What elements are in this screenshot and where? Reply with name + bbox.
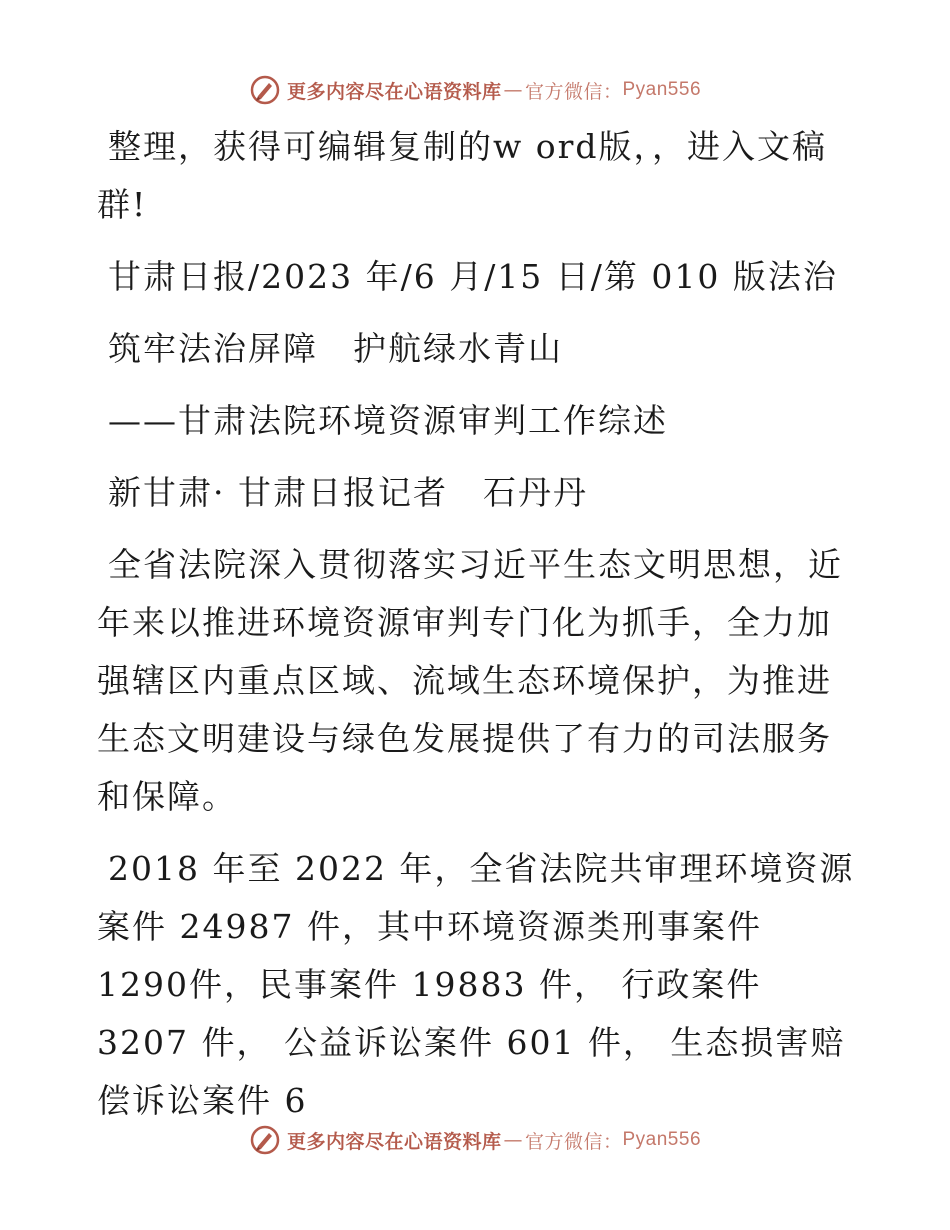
pen-logo-icon	[249, 74, 281, 106]
pen-logo-icon	[249, 1124, 281, 1156]
banner-dash: —	[503, 79, 523, 101]
article-subtitle: ——甘肃法院环境资源审判工作综述	[108, 401, 668, 440]
intro-paragraph: 整理，获得可编辑复制的w ord版，，进入文稿群!	[97, 127, 828, 224]
byline: 新甘肃· 甘肃日报记者 石丹丹	[108, 473, 588, 512]
banner-wechat-label: 官方微信：	[524, 80, 623, 103]
banner-brand: 更多内容尽在心语资料库	[286, 80, 502, 103]
article-title: 筑牢法治屏障 护航绿水青山	[108, 329, 563, 368]
banner-wechat-label: 官方微信：	[524, 1130, 623, 1153]
header-watermark	[0, 70, 950, 110]
banner-dash: —	[503, 1129, 523, 1151]
body-paragraph: 全省法院深入贯彻落实习近平生态文明思想，近年来以推进环境资源审判专门化为抓手，全力加强辖区内重点区域、流域生态环境保护，为推进生态文明建设与绿色发展提供了有力的司法服务和保障。	[97, 545, 843, 816]
body-paragraph: 2018 年至 2022 年，全省法院共审理环境资源案件 24987 件，其中环境资源类刑事案件 1290件，民事案件 19883 件， 行政案件 3207 件， 公益诉讼案件 601 件， 生态损害赔偿诉讼案件 6	[97, 849, 855, 1120]
banner-wechat-id: Pyan556	[622, 1129, 702, 1150]
footer-watermark	[0, 1120, 950, 1160]
document-body	[97, 118, 857, 1144]
banner-brand: 更多内容尽在心语资料库	[286, 1130, 502, 1153]
banner-wechat-id: Pyan556	[622, 79, 702, 100]
source-line: 甘肃日报/2023 年/6 月/15 日/第 010 版法治	[108, 257, 838, 296]
